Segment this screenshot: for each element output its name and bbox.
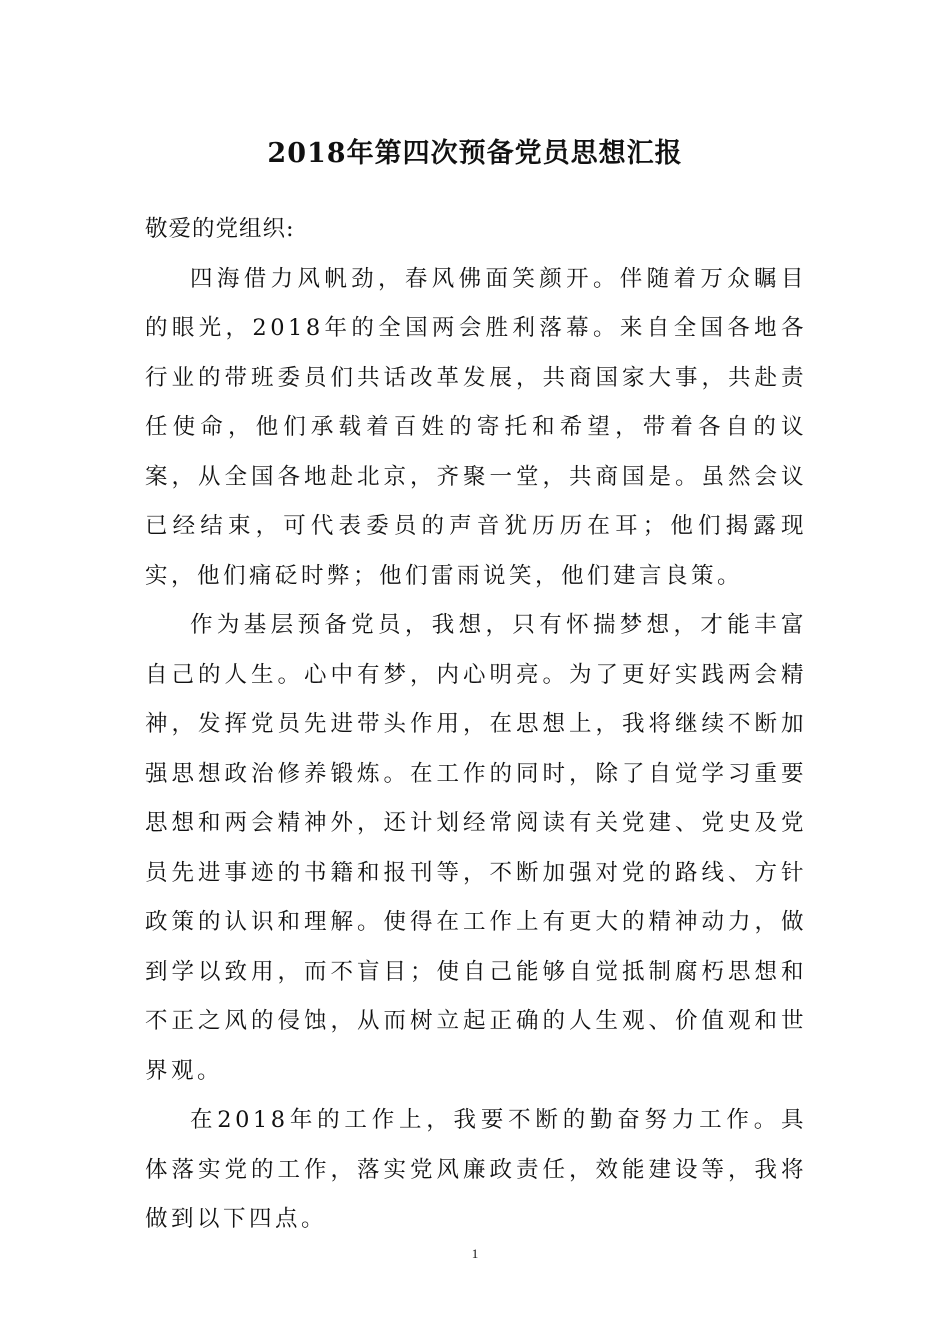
paragraph-1: 四海借力风帆劲，春风佛面笑颜开。伴随着万众瞩目的眼光，2018年的全国两会胜利落幕。来自全国各地各行业的带班委员们共话改革发展，共商国家大事，共赴责任使命，他们承载着百姓的寄托和希望，带着各自的议案，从全国各地赴北京，齐聚一堂，共商国是。虽然会议已经结束，可代表委员的声音犹历历在耳；他们揭露现实，他们痛砭时弊；他们雷雨说笑，他们建言良策。	[145, 265, 807, 589]
document-body	[145, 205, 807, 1245]
page-number: 1	[471, 1246, 479, 1261]
salutation: 敬爱的党组织:	[145, 216, 295, 242]
paragraph-3: 在2018年的工作上，我要不断的勤奋努力工作。具体落实党的工作，落实党风廉政责任，效能建设等，我将做到以下四点。	[145, 1107, 807, 1232]
document-title: 2018年第四次预备党员思想汇报	[267, 138, 683, 169]
paragraph-2: 作为基层预备党员，我想，只有怀揣梦想，才能丰富自己的人生。心中有梦，内心明亮。为了更好实践两会精神，发挥党员先进带头作用，在思想上，我将继续不断加强思想政治修养锻炼。在工作的同时，除了自觉学习重要思想和两会精神外，还计划经常阅读有关党建、党史及党员先进事迹的书籍和报刊等，不断加强对党的路线、方针政策的认识和理解。使得在工作上有更大的精神动力，做到学以致用，而不盲目；使自己能够自觉抵制腐朽思想和不正之风的侵蚀，从而树立起正确的人生观、价值观和世界观。	[145, 612, 807, 1084]
